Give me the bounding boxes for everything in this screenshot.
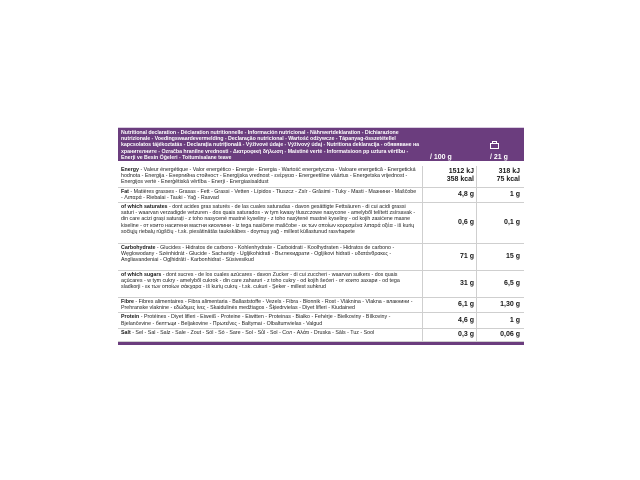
- table-row: [118, 313, 524, 328]
- nutrient-label: [118, 329, 418, 337]
- table-row: [118, 188, 524, 203]
- nutrient-name: of which sugars: [121, 272, 162, 279]
- nutrient-translations: - Sel - Sal - Salz - Sale - Zout - Sól - Só - Sare - Sol - Sůl - Sol - Сол - Αλάτι - Druska - Sāls - Tuz - Sool: [130, 329, 375, 336]
- header-per-100g: / 100 g: [430, 154, 452, 161]
- value-per-100g: 4,6 g: [458, 316, 474, 324]
- nutrient-label: [118, 203, 418, 236]
- nutrient-name: Protein: [121, 314, 140, 321]
- table-row: [118, 244, 524, 271]
- table-row: [118, 298, 524, 313]
- nutrient-translations: - Protéines - Diyet lifleri - Eiweiß - Proteine - Eiwitten - Proteinas - Białko - Fehérje - Bielkoviny - Bílkoviny - Bjelančevine - белтъци - Beljakovine - Πρωτεΐνες - Baltymai - Olbaltumvielas - Valgud: [121, 314, 391, 327]
- table-row: [118, 329, 524, 342]
- nutrient-translations: - Matières grasses - Grasas - Fett - Grassi - Vetten - Lípidos - Tłuszcz - Zsír - Grăsimi - Tuky - Masti - Мазнини - Maščobe - Λιπαρά - Riebalai - Tauki - Yağ - Rasvad: [121, 188, 417, 201]
- value-per-portion: 318 kJ 75 kcal: [496, 168, 520, 184]
- table-header: [118, 127, 524, 161]
- table-body: [118, 166, 524, 342]
- value-per-portion: 1 g: [509, 316, 520, 324]
- nutrient-name: Salt: [121, 329, 131, 336]
- value-per-portion: 0,1 g: [504, 219, 520, 227]
- nutrient-translations: - Fibres alimentaires - Fibra alimentaria - Ballaststoffe - Vezels - Fibra - Błonnik - Rost - Vláknina - Vlakna - влакнини - Prehranske vlaknine - εδώδιμες ίνες - Skaidulinės medžiagos - Šķiedrvielas - Diyet lifleri - Kiudained: [121, 299, 413, 312]
- value-per-100g: 1512 kJ 358 kcal: [446, 168, 474, 184]
- table-row: [118, 166, 524, 188]
- value-per-100g: 71 g: [459, 253, 474, 261]
- nutrient-label: [118, 298, 418, 312]
- nutrient-translations: - Glucides - Hidratos de carbono - Kohlenhydrate - Carboidrati - Koolhydraten - Hidratos de carbono - Węglowodany - Szénhidrát - Glucide - Sacharidy - Ugljikohidrati - Въглехидрати - Ogljikovi hidrati - υδατάνθρακες - Angliavandeniai - Ogļhidrāti - Karbonhidrat - Süsivesikud: [121, 245, 395, 264]
- nutrient-name: Fat: [121, 188, 129, 195]
- value-per-100g: 0,6 g: [458, 219, 474, 227]
- header-translations: - Déclaration nutritionnelle - Información nutricional - Nährwertdeklaration - Dichiarazione nutrizionale - Voedingswaardevermelding - Declaração nutricional - Wartość odżywcze - Tápanyag-összetétellel kapcsolatos tájékoztatás - Declarația nutrițională - Výživové údaje - Výživový údaj - Nutritiona deklaracija - обявяване на хранителните - Ozračba hranilne vrednosti - Διατροφική δήλωση - Maistinė vertė - Informatsioon pp uztura vērtību - Enerji ve Besin Öğeleri - Toitumisalane teave: [121, 130, 420, 161]
- nutrient-translations: - dont acides gras saturés - de las cuales saturadas - davon gesättigte Fettsäuren - di cui acidi grassi saturi - waarvan verzadigde vetzuren - dos quais saturados - w tym kwasy tłuszczowe nasycone - amelyből telített zsírsavak - din care acizi grași saturați - z toho nasycené mastné kyseliny - z toho nasýtené mastné kyseliny - od kojih zasićene masne kiseline - от които наситени мастни киселини - iz tega nasičene maščobe - εκ των οποίων κορεσμένα λιπαρά οξέα - iš kurių sočiųjų riebalų rūgščių - t.sk. piesātinātās taukskābes - doymuş yağ - millest küllastunud rasvhapete: [121, 204, 416, 235]
- value-per-portion: 1,30 g: [500, 301, 520, 309]
- value-per-100g: 0,3 g: [458, 330, 474, 338]
- nutrient-label: [118, 188, 418, 202]
- nutrition-table: [118, 127, 524, 345]
- nutrient-name: of which saturates: [121, 204, 168, 211]
- nutrient-label: [118, 313, 418, 327]
- header-declaration: [121, 130, 421, 161]
- value-per-100g: 4,8 g: [458, 190, 474, 198]
- value-per-portion: 1 g: [509, 190, 520, 198]
- table-footer-bar: [118, 342, 524, 345]
- nutrient-name: Carbohydrate: [121, 245, 156, 252]
- nutrient-translations: - dont sucres - de los cuales azúcares - davon Zucker - di cui zuccheri - waarvan suikers - dos quais açúcares - w tym cukry - amelyből cukrok - din care zaharuri - z toho cukry - od kojih šećeri - от които захари - od tega sladkorji - εκ των οποίων σάκχαρα - iš kurių cukrų - t.sk. cukuri - Şeker - millest suhkrud: [121, 272, 400, 291]
- value-per-100g: 31 g: [459, 280, 474, 288]
- value-per-portion: 0,06 g: [500, 330, 520, 338]
- package-icon: [490, 143, 499, 149]
- header-title: Nutritional declaration: [121, 130, 177, 136]
- value-per-portion: 6,5 g: [504, 280, 520, 288]
- nutrient-name: Fibre: [121, 299, 134, 306]
- table-row: [118, 271, 524, 298]
- nutrient-label: [118, 166, 418, 187]
- nutrient-translations: - Valeur énergétique - Valor energético - Energie - Energia - Wartość energetyczna - Valoare energetică - Energetická hodnota - Energija - Енергийна стойност - Energijska vrednost - ενέργεια - Energeetiline väärtus - Energetska vrijednost - Energijos vertė - Enerģētiskā vērtība - Enerji - Energiasisaldust: [121, 167, 416, 186]
- table-row: [118, 203, 524, 244]
- nutrient-name: Energy: [121, 167, 139, 173]
- nutrient-label: [118, 244, 418, 265]
- nutrient-label: [118, 271, 418, 292]
- header-per-portion: / 21 g: [490, 154, 508, 161]
- value-per-100g: 6,1 g: [458, 301, 474, 309]
- value-per-portion: 15 g: [505, 253, 520, 261]
